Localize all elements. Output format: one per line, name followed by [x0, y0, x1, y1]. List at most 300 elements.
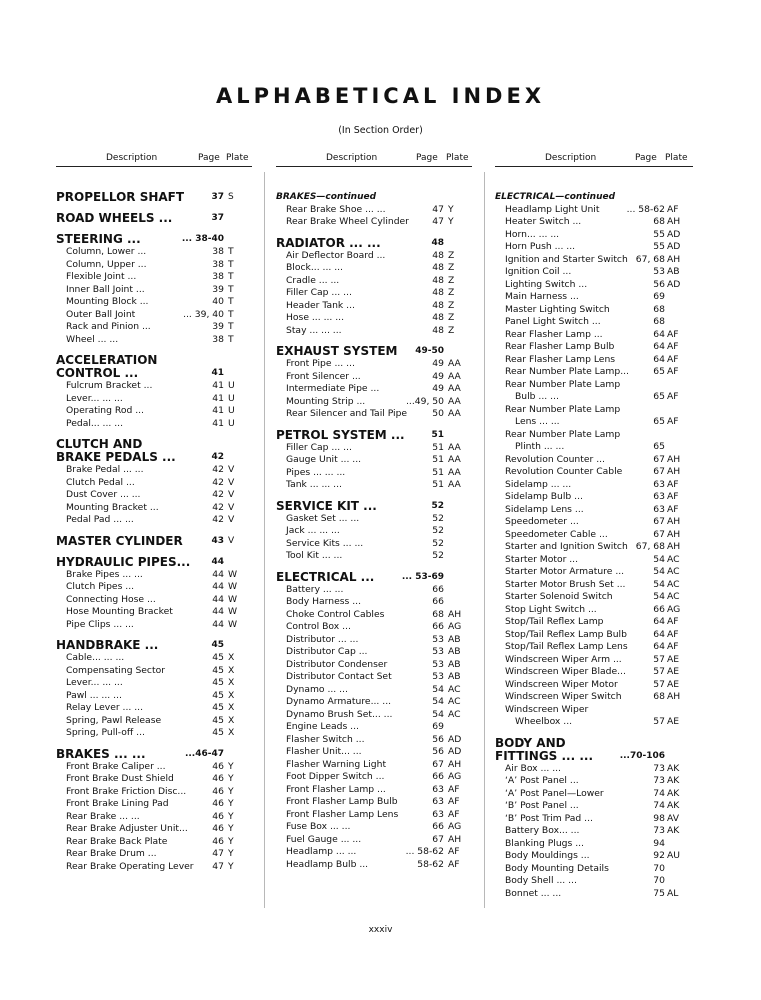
- entry-page: 68: [432, 608, 444, 620]
- index-entry: [276, 513, 472, 526]
- section-heading: [56, 748, 252, 761]
- entry-page: 67, 68: [635, 541, 665, 552]
- entry-description: Rear Silencer and Tail Pipe: [286, 408, 408, 419]
- entry-page: 51: [432, 479, 444, 490]
- section-heading: [56, 191, 252, 204]
- entry-description: Wheelbox ...: [515, 716, 573, 727]
- entry-page: 46: [212, 760, 224, 772]
- entry-page: 74: [653, 787, 665, 799]
- entry-description: Pipe Clips ... ...: [66, 618, 134, 630]
- entry-page: 66: [432, 621, 444, 632]
- entry-plate: AF: [448, 808, 460, 820]
- index-entry: [495, 204, 693, 217]
- entry-page: 44: [211, 556, 224, 567]
- entry-description: Front Flasher Lamp Bulb: [286, 796, 398, 807]
- entry-page: 64: [653, 641, 665, 652]
- index-entry: [495, 404, 693, 417]
- section-heading: [495, 737, 693, 750]
- entry-plate: S: [228, 192, 234, 202]
- entry-page: 46: [212, 823, 224, 834]
- entry-page: 53: [432, 658, 444, 670]
- entry-plate: Y: [228, 798, 234, 809]
- entry-plate: AK: [667, 762, 680, 774]
- section-heading: [56, 556, 252, 569]
- entry-plate: Z: [448, 312, 455, 323]
- index-entry: [56, 823, 252, 836]
- entry-description: Tool Kit ... ...: [286, 550, 343, 561]
- entry-page: 69: [653, 291, 665, 302]
- entry-description: ELECTRICAL ...: [276, 569, 375, 584]
- entry-page: ...46-47: [184, 748, 224, 759]
- entry-description: Tank ... ... ...: [286, 479, 342, 490]
- entry-plate: AF: [667, 416, 679, 427]
- entry-description: Bulb ... ...: [515, 391, 559, 402]
- entry-page: 63: [653, 503, 665, 515]
- header-page: Page: [635, 153, 657, 163]
- entry-plate: AD: [667, 228, 681, 240]
- entry-plate: Z: [448, 249, 455, 261]
- index-entry: [276, 371, 472, 384]
- entry-description: Sidelamp ... ...: [505, 478, 572, 490]
- entry-plate: AH: [448, 758, 462, 770]
- index-entry: [56, 502, 252, 515]
- entry-plate: Y: [228, 835, 234, 847]
- entry-page: 65: [653, 391, 665, 402]
- index-entry: [495, 316, 693, 329]
- entry-plate: AF: [667, 353, 679, 365]
- index-entry: [495, 666, 693, 679]
- entry-description: Engine Leads ...: [286, 721, 359, 732]
- entry-plate: Z: [448, 274, 455, 286]
- entry-description: Control Box ...: [286, 621, 351, 632]
- index-entry: [276, 859, 472, 872]
- entry-description: Air Box ... ...: [505, 762, 561, 774]
- entry-description: Intermediate Pipe ...: [286, 383, 380, 394]
- entry-page: 94: [653, 837, 665, 849]
- index-entry: [495, 491, 693, 504]
- entry-plate: V: [228, 476, 235, 488]
- entry-plate: Y: [228, 860, 234, 872]
- entry-page: ... 58-62: [626, 203, 665, 215]
- section-heading: [276, 500, 472, 513]
- entry-plate: AD: [448, 733, 462, 745]
- entry-plate: AD: [667, 278, 681, 290]
- entry-page: 44: [212, 606, 224, 617]
- entry-plate: AC: [667, 591, 680, 602]
- index-entry: [276, 734, 472, 747]
- entry-plate: AV: [667, 812, 679, 824]
- entry-page: 54: [653, 566, 665, 577]
- entry-plate: W: [228, 606, 238, 617]
- index-entry: [495, 366, 693, 379]
- entry-description: SERVICE KIT ...: [276, 498, 377, 513]
- entry-page: 52: [432, 537, 444, 549]
- entry-page: 51: [432, 441, 444, 453]
- entry-description: Starter Motor Brush Set ...: [505, 578, 626, 590]
- entry-description: ‘B’ Post Panel ...: [505, 800, 579, 811]
- index-entry: [495, 679, 693, 692]
- column-header: [56, 152, 252, 167]
- entry-description: Lever... ... ...: [66, 392, 123, 404]
- entry-page: 54: [653, 578, 665, 590]
- entry-description: Lighting Switch ...: [505, 278, 588, 290]
- entry-description: Rear Brake Back Plate: [66, 835, 168, 847]
- entry-page: 48: [432, 249, 444, 261]
- entry-plate: Y: [448, 203, 454, 215]
- index-entry: [276, 479, 472, 492]
- index-entry: [495, 441, 693, 454]
- entry-description: ‘B’ Post Trim Pad ...: [505, 812, 593, 824]
- index-entry: [276, 250, 472, 263]
- header-plate: Plate: [665, 153, 688, 163]
- entry-page: 42: [212, 489, 224, 500]
- entry-page: 45: [212, 702, 224, 713]
- entry-page: 52: [431, 500, 444, 511]
- index-entry: [56, 836, 252, 849]
- entry-plate: V: [228, 489, 235, 500]
- entry-page: 42: [212, 514, 224, 525]
- entry-plate: T: [228, 258, 234, 270]
- entry-plate: X: [228, 664, 235, 676]
- entry-plate: W: [228, 593, 238, 605]
- entry-plate: AH: [667, 541, 681, 552]
- index-entry: [495, 229, 693, 242]
- entry-page: 55: [653, 228, 665, 240]
- entry-page: 42: [212, 501, 224, 513]
- entry-plate: Y: [228, 760, 234, 772]
- entry-plate: AU: [667, 850, 681, 861]
- index-entry: [56, 773, 252, 786]
- entry-description: BRAKE PEDALS ...: [56, 450, 176, 464]
- column-header: [495, 152, 693, 167]
- index-entry: [276, 204, 472, 217]
- entry-page: 48: [432, 262, 444, 273]
- entry-description: Battery ... ...: [286, 583, 344, 595]
- column-header: [276, 152, 472, 167]
- index-entry: [276, 696, 472, 709]
- entry-plate: AA: [448, 454, 461, 465]
- entry-description: Panel Light Switch ...: [505, 316, 601, 327]
- entry-plate: AH: [448, 833, 462, 845]
- entry-description: ELECTRICAL—continued: [495, 192, 616, 202]
- entry-page: 64: [653, 341, 665, 352]
- entry-plate: AB: [448, 658, 461, 670]
- entry-page: 41: [212, 417, 224, 429]
- entry-description: Front Brake Lining Pad: [66, 798, 169, 809]
- entry-description: Headlamp ... ...: [286, 846, 357, 857]
- entry-plate: Y: [448, 216, 454, 227]
- index-entry: [495, 429, 693, 442]
- entry-plate: AC: [448, 683, 461, 695]
- section-heading: [495, 750, 693, 763]
- entry-description: Pipes ... ... ...: [286, 466, 346, 478]
- entry-page: 52: [432, 512, 444, 524]
- entry-description: Dynamo ... ...: [286, 683, 348, 695]
- entry-description: Master Lighting Switch: [505, 303, 610, 315]
- entry-page: 73: [653, 825, 665, 836]
- entry-page: 44: [212, 568, 224, 580]
- entry-plate: V: [228, 535, 235, 546]
- entry-page: 45: [211, 640, 224, 650]
- entry-plate: AD: [448, 746, 462, 757]
- entry-description: Wheel ... ...: [66, 333, 119, 345]
- index-entry: [276, 784, 472, 797]
- entry-plate: AF: [667, 328, 679, 340]
- index-entry: [495, 604, 693, 617]
- entry-description: Plinth ... ...: [515, 441, 565, 452]
- entry-description: Brake Pipes ... ...: [66, 568, 143, 580]
- entry-plate: U: [228, 405, 235, 416]
- entry-description: Horn Push ... ...: [505, 241, 576, 252]
- entry-page: 69: [432, 721, 444, 732]
- entry-description: Cradle ... ...: [286, 274, 340, 286]
- entry-description: Heater Switch ...: [505, 216, 582, 227]
- entry-description: Stop Light Switch ...: [505, 603, 597, 615]
- entry-description: Clutch Pedal ...: [66, 476, 135, 488]
- entry-plate: AA: [448, 395, 461, 407]
- entry-page: 74: [653, 800, 665, 811]
- index-entry: [495, 813, 693, 826]
- index-entry: [56, 690, 252, 703]
- entry-plate: T: [228, 296, 234, 307]
- entry-plate: AF: [667, 478, 679, 490]
- entry-plate: AF: [448, 858, 460, 870]
- section-heading: [56, 451, 252, 464]
- index-entry: [56, 380, 252, 393]
- index-entry: [495, 466, 693, 479]
- entry-page: 55: [653, 241, 665, 252]
- entry-page: 65: [653, 441, 665, 452]
- index-entry: [495, 454, 693, 467]
- entry-page: ... 53-69: [401, 571, 444, 582]
- index-entry: [56, 296, 252, 309]
- entry-plate: AF: [448, 846, 460, 857]
- index-entry: [276, 216, 472, 229]
- index-entry: [495, 763, 693, 776]
- entry-plate: AG: [448, 821, 462, 832]
- entry-page: 50: [432, 408, 444, 419]
- entry-description: STEERING ...: [56, 232, 141, 246]
- section-heading: [56, 233, 252, 246]
- entry-description: Windscreen Wiper Blade...: [505, 666, 626, 677]
- index-entry: [276, 684, 472, 697]
- entry-page: 54: [653, 591, 665, 602]
- entry-description: Jack ... ... ...: [286, 525, 340, 536]
- entry-plate: AF: [448, 783, 460, 795]
- index-entry: [56, 581, 252, 594]
- entry-description: Fuel Gauge ... ...: [286, 833, 362, 845]
- index-entry: [495, 800, 693, 813]
- header-page: Page: [198, 153, 220, 163]
- index-entry: [56, 284, 252, 297]
- entry-plate: AH: [448, 608, 462, 620]
- index-entry: [56, 514, 252, 527]
- entry-plate: U: [228, 380, 235, 391]
- entry-plate: AF: [667, 641, 679, 652]
- entry-plate: AK: [667, 775, 680, 786]
- entry-page: 42: [211, 452, 224, 462]
- index-entry: [495, 838, 693, 851]
- entry-page: 51: [431, 429, 444, 440]
- entry-description: Clutch Pipes ...: [66, 581, 135, 592]
- entry-page: 73: [653, 762, 665, 774]
- entry-description: Rear Flasher Lamp ...: [505, 328, 603, 340]
- entry-plate: X: [228, 677, 235, 688]
- index-entry: [56, 702, 252, 715]
- index-column-2: [276, 152, 472, 871]
- index-entry: [495, 850, 693, 863]
- entry-description: Gauge Unit ... ...: [286, 454, 362, 465]
- entry-page: 92: [653, 850, 665, 861]
- entry-description: CLUTCH AND: [56, 437, 143, 451]
- entry-description: Operating Rod ...: [66, 405, 144, 416]
- entry-page: 57: [653, 666, 665, 677]
- entry-page: 67: [653, 453, 665, 465]
- continued-heading: [276, 191, 472, 204]
- index-entry: [495, 691, 693, 704]
- entry-page: 67: [653, 466, 665, 477]
- entry-page: 98: [653, 812, 665, 824]
- entry-description: BODY AND: [495, 735, 566, 750]
- index-entry: [495, 654, 693, 667]
- entry-page: 42: [212, 476, 224, 488]
- index-entry: [56, 309, 252, 322]
- index-entry: [276, 821, 472, 834]
- entry-description: FITTINGS ... ...: [495, 748, 594, 763]
- index-entry: [495, 266, 693, 279]
- entry-plate: AD: [667, 241, 681, 252]
- index-entry: [276, 275, 472, 288]
- entry-page: 41: [212, 392, 224, 404]
- entry-description: Filler Cap ... ...: [286, 287, 352, 298]
- entry-description: Fuse Box ... ...: [286, 821, 351, 832]
- header-description: Description: [326, 153, 378, 163]
- entry-list: [276, 191, 472, 871]
- entry-page: 63: [432, 808, 444, 820]
- entry-plate: AL: [667, 887, 679, 899]
- entry-page: 39: [212, 321, 224, 332]
- entry-description: Flasher Switch ...: [286, 733, 365, 745]
- entry-description: Pedal... ... ...: [66, 417, 124, 429]
- entry-page: 40: [212, 296, 224, 307]
- entry-plate: AC: [448, 708, 461, 720]
- entry-description: Body Mouldings ...: [505, 850, 590, 861]
- entry-description: Brake Pedal ... ...: [66, 464, 144, 475]
- index-entry: [495, 788, 693, 801]
- entry-page: 54: [432, 683, 444, 695]
- index-entry: [56, 652, 252, 665]
- section-heading: [56, 535, 252, 548]
- entry-plate: AA: [448, 408, 461, 419]
- index-entry: [276, 771, 472, 784]
- entry-description: Front Silencer ...: [286, 370, 361, 382]
- entry-page: 47: [212, 860, 224, 872]
- entry-page: 68: [653, 316, 665, 327]
- entry-page: 63: [653, 491, 665, 502]
- entry-description: Battery Box... ...: [505, 825, 580, 836]
- index-entry: [495, 888, 693, 901]
- index-entry: [276, 584, 472, 597]
- entry-page: 66: [432, 583, 444, 595]
- index-entry: [276, 796, 472, 809]
- entry-description: Rear Brake Adjuster Unit...: [66, 823, 188, 834]
- entry-page: 48: [432, 287, 444, 298]
- entry-plate: W: [228, 581, 238, 592]
- entry-plate: X: [228, 714, 235, 726]
- index-entry: [56, 477, 252, 490]
- entry-page: 44: [212, 618, 224, 630]
- entry-description: RADIATOR ... ...: [276, 235, 381, 250]
- entry-page: 48: [432, 299, 444, 311]
- entry-plate: AF: [667, 341, 679, 352]
- index-entry: [56, 848, 252, 861]
- index-entry: [276, 596, 472, 609]
- entry-page: 39: [212, 283, 224, 295]
- entry-page: 47: [212, 848, 224, 859]
- entry-page: 49: [432, 358, 444, 369]
- entry-description: Distributor Contact Set: [286, 671, 392, 682]
- entry-page: 38: [212, 258, 224, 270]
- entry-description: Lever... ... ...: [66, 677, 123, 688]
- index-entry: [276, 312, 472, 325]
- entry-page: 66: [432, 771, 444, 782]
- index-entry: [56, 569, 252, 582]
- entry-plate: AB: [448, 646, 461, 657]
- index-entry: [495, 629, 693, 642]
- entry-page: 66: [432, 821, 444, 832]
- entry-description: Pawl ... ... ...: [66, 689, 122, 701]
- entry-description: Pedal Pad ... ...: [66, 514, 134, 525]
- entry-description: Air Deflector Board ...: [286, 249, 386, 261]
- index-entry: [495, 216, 693, 229]
- entry-page: 53: [432, 646, 444, 657]
- entry-description: Stop/Tail Reflex Lamp: [505, 616, 604, 627]
- entry-page: 65: [653, 366, 665, 377]
- entry-plate: V: [228, 514, 235, 525]
- entry-page: 46: [212, 798, 224, 809]
- entry-description: Fulcrum Bracket ...: [66, 380, 153, 391]
- entry-plate: AC: [667, 566, 680, 577]
- entry-plate: AH: [667, 453, 681, 465]
- entry-page: 46: [212, 773, 224, 784]
- entry-page: 38: [212, 246, 224, 257]
- continued-heading: [495, 191, 693, 204]
- entry-plate: T: [228, 283, 234, 295]
- entry-page: 63: [653, 478, 665, 490]
- entry-description: Distributor Condenser: [286, 658, 388, 670]
- entry-page: 53: [653, 266, 665, 277]
- index-entry: [56, 594, 252, 607]
- index-entry: [56, 811, 252, 824]
- entry-plate: X: [228, 652, 235, 663]
- entry-page: ...70-106: [619, 750, 665, 761]
- index-entry: [276, 287, 472, 300]
- entry-plate: Y: [228, 785, 234, 797]
- entry-plate: W: [228, 568, 238, 580]
- entry-description: Column, Upper ...: [66, 258, 147, 270]
- index-entry: [495, 529, 693, 542]
- entry-page: 44: [212, 593, 224, 605]
- entry-description: Starter Solenoid Switch: [505, 591, 613, 602]
- index-entry: [276, 709, 472, 722]
- index-entry: [495, 254, 693, 267]
- index-entry: [276, 621, 472, 634]
- entry-page: 48: [432, 274, 444, 286]
- entry-description: Windscreen Wiper: [505, 703, 589, 715]
- entry-page: 45: [212, 727, 224, 738]
- index-entry: [56, 271, 252, 284]
- entry-page: ... 39, 40: [183, 308, 224, 320]
